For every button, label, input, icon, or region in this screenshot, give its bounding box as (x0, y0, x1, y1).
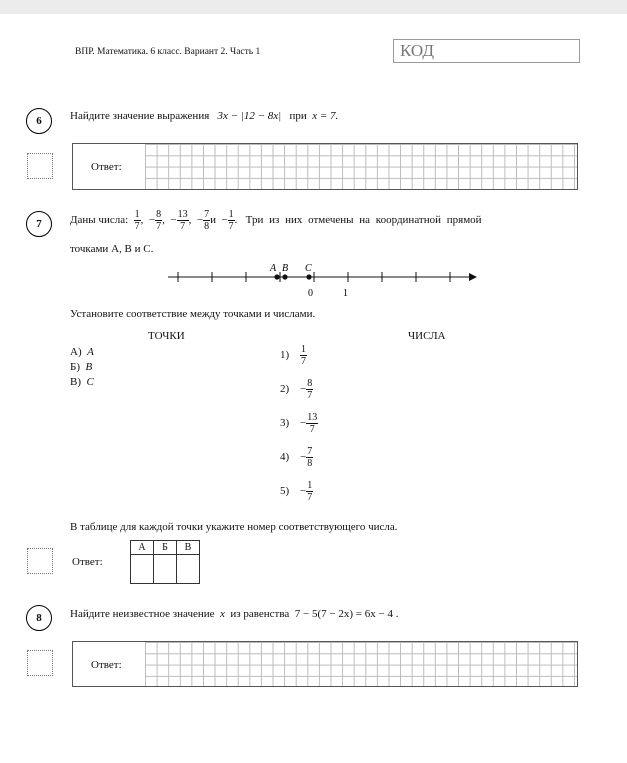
option-label: 4) (280, 451, 290, 464)
answer-label: Ответ: (91, 161, 122, 173)
score-box-6 (27, 153, 53, 179)
option-item (280, 378, 313, 401)
task7-instruction: Установите соответствие между точками и числами. (70, 308, 316, 320)
table-header-c: В (177, 541, 200, 555)
answer-grid[interactable] (145, 642, 577, 686)
numerator: 8 (307, 378, 313, 389)
table-header-b: Б (154, 541, 177, 555)
task6-question-prefix: Найдите значение выражения (70, 110, 210, 122)
points-header: ТОЧКИ (148, 330, 185, 342)
point-label-c: C (305, 263, 312, 274)
point-letter: В) (70, 376, 81, 388)
table-cell-c[interactable] (177, 555, 200, 584)
denominator: 7 (228, 221, 234, 232)
task6-question-mid: при (289, 110, 307, 122)
table-header-a: А (131, 541, 154, 555)
answer-box-8[interactable] (72, 641, 578, 687)
numerator: 1 (307, 480, 313, 491)
fraction (306, 412, 318, 435)
table-cell-b[interactable] (154, 555, 177, 584)
option-item (280, 344, 307, 367)
minus-sign: − (300, 485, 307, 498)
minus-sign: − (170, 214, 177, 227)
fraction (177, 209, 189, 232)
numerator: 1 (228, 209, 234, 220)
task7-intro-tail: Три из них отмечены на координатной прямой (245, 214, 482, 227)
code-label: КОД (400, 41, 434, 60)
answer-table[interactable] (130, 540, 200, 584)
minus-sign: − (196, 214, 204, 227)
task-number-text: 7 (36, 218, 42, 230)
separator: . (234, 214, 238, 227)
axis-arrow (469, 273, 477, 281)
answer-label: Ответ: (91, 659, 122, 671)
point-b (282, 274, 287, 279)
option-label: 5) (280, 485, 290, 498)
option-label: 2) (280, 383, 290, 396)
score-box-8 (27, 650, 53, 676)
denominator: 7 (309, 424, 315, 435)
minus-sign: − (148, 214, 156, 227)
tick-label-0: 0 (308, 288, 313, 299)
task7-intro: Даны числа: (70, 214, 129, 227)
task-number-text: 8 (36, 612, 42, 624)
task6-question (70, 110, 338, 122)
option-label: 1) (280, 349, 290, 362)
fraction (203, 209, 210, 232)
answer-grid[interactable] (145, 144, 577, 189)
task8-equation: 7 − 5(7 − 2x) = 6x − 4 . (294, 608, 399, 620)
answer-label: Ответ: (72, 556, 103, 568)
numerator: 7 (307, 446, 313, 457)
fraction (134, 209, 141, 232)
task8-var: x (220, 608, 225, 620)
table-cell-a[interactable] (131, 555, 154, 584)
point-letter: А) (70, 346, 82, 358)
denominator: 7 (156, 221, 162, 232)
point-name: B (85, 361, 93, 373)
numerator: 1 (301, 344, 306, 355)
option-item (280, 446, 313, 469)
point-label-b: B (282, 263, 289, 274)
separator: и (210, 214, 216, 227)
numbers-header: ЧИСЛА (408, 330, 446, 342)
denominator: 7 (134, 221, 140, 232)
task6-expression: 3x − |12 − 8x| (217, 110, 282, 122)
task8-question-prefix: Найдите неизвестное значение (70, 608, 215, 620)
minus-sign: − (221, 214, 228, 227)
point-item (70, 360, 94, 375)
task8-question (70, 608, 398, 620)
task-number-7 (26, 211, 52, 237)
point-letter: Б) (70, 361, 80, 373)
point-a (274, 274, 279, 279)
denominator: 7 (307, 492, 313, 503)
tick-label-1: 1 (343, 288, 348, 299)
denominator: 7 (180, 221, 186, 232)
top-bar (0, 0, 627, 14)
option-item (280, 480, 313, 503)
task6-condition: x = 7. (312, 110, 339, 122)
fraction (306, 480, 313, 503)
minus-sign: − (300, 417, 307, 430)
table-instruction: В таблице для каждой точки укажите номер соответствующего числа. (70, 521, 398, 533)
denominator: 8 (204, 221, 210, 232)
point-name: C (86, 376, 94, 388)
fraction (300, 344, 307, 367)
numerator: 1 (134, 209, 140, 220)
option-label: 3) (280, 417, 290, 430)
denominator: 7 (301, 356, 306, 367)
task7-question (70, 209, 580, 232)
separator: , (140, 214, 144, 227)
task-number-8 (26, 605, 52, 631)
separator: , (188, 214, 192, 227)
point-item (70, 345, 94, 360)
point-item (70, 375, 94, 390)
numerator: 7 (204, 209, 210, 220)
fraction (228, 209, 235, 232)
minus-sign: − (300, 451, 307, 464)
task7-numbers (134, 209, 243, 232)
points-list (70, 345, 94, 390)
point-label-a: A (270, 263, 277, 274)
numerator: 8 (156, 209, 162, 220)
task7-intro-line2: точками A, B и C. (70, 243, 154, 255)
option-item (280, 412, 318, 435)
page-header: ВПР. Математика. 6 класс. Вариант 2. Часть 1 (75, 47, 261, 57)
task8-question-mid: из равенства (230, 608, 290, 620)
task-number-text: 6 (36, 115, 42, 127)
answer-box-6[interactable] (72, 143, 578, 190)
denominator: 7 (307, 390, 313, 401)
denominator: 8 (307, 458, 313, 469)
number-line (166, 260, 486, 300)
task-number-6 (26, 108, 52, 134)
point-c (306, 274, 311, 279)
fraction (306, 378, 313, 401)
numerator: 13 (177, 209, 188, 220)
separator: , (162, 214, 165, 227)
numerator: 13 (307, 412, 318, 423)
code-field[interactable] (393, 39, 580, 63)
point-name: A (87, 346, 94, 358)
fraction (306, 446, 313, 469)
minus-sign: − (300, 383, 307, 396)
score-box-7 (27, 548, 53, 574)
